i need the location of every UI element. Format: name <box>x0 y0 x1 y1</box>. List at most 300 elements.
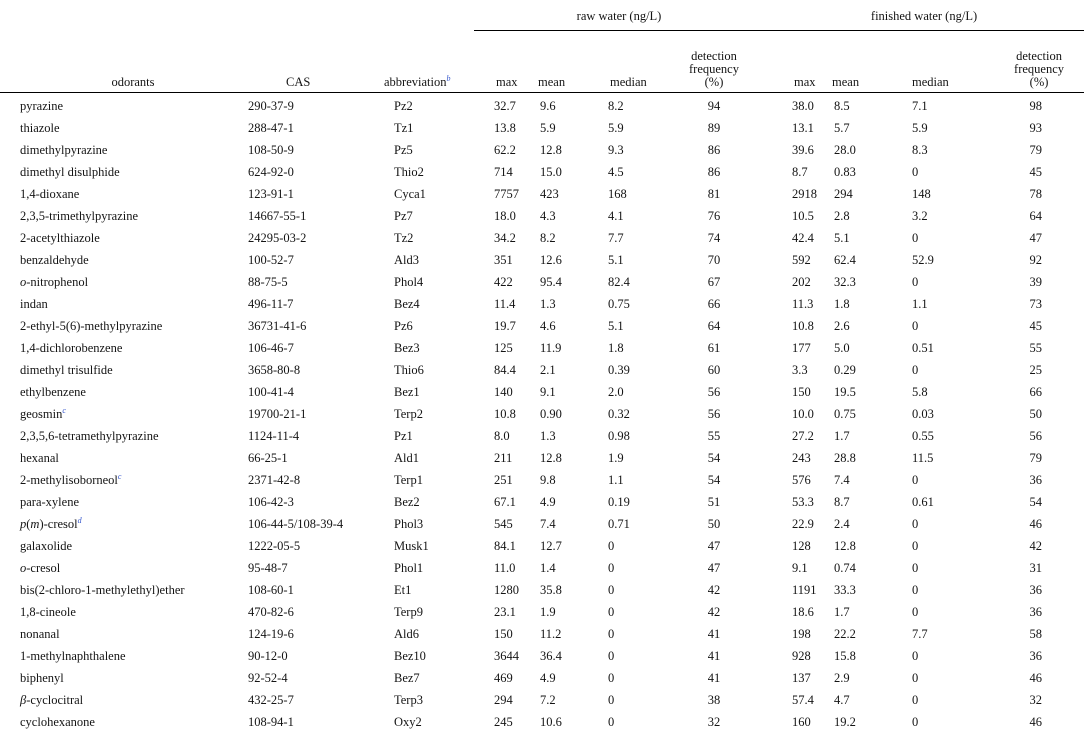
fin-detection-value: 93 <box>1029 121 1043 135</box>
raw-mean-value: 9.6 <box>540 99 556 113</box>
abbreviation-cell <box>376 535 474 557</box>
odorant-name: para-xylene <box>20 495 79 509</box>
fin-median-value: 0.61 <box>912 495 934 509</box>
odorant-cell <box>0 205 236 227</box>
fin-max-cell <box>764 183 824 205</box>
abbreviation-cell <box>376 425 474 447</box>
fin-median-value: 0 <box>912 319 919 333</box>
odorant-cell <box>0 93 236 118</box>
raw-detection-cell <box>664 535 764 557</box>
cas-value: 90-12-0 <box>248 649 288 663</box>
raw-median-cell <box>592 183 664 205</box>
abbreviation-cell <box>376 337 474 359</box>
raw-max-value: 245 <box>494 715 513 729</box>
raw-detection-cell <box>664 645 764 667</box>
table-row <box>0 139 1084 161</box>
column-header-row <box>0 31 1084 93</box>
raw-mean-value: 36.4 <box>540 649 562 663</box>
fin-median-value: 0.03 <box>912 407 934 421</box>
fin-mean-cell <box>824 381 890 403</box>
raw-median-value: 7.7 <box>608 231 624 245</box>
table-row <box>0 667 1084 689</box>
raw-detection-cell <box>664 139 764 161</box>
odorant-cell <box>0 381 236 403</box>
fin-mean-value: 8.5 <box>834 99 850 113</box>
fin-detection-cell <box>982 623 1084 645</box>
fin-median-value: 0 <box>912 275 919 289</box>
cas-value: 88-75-5 <box>248 275 288 289</box>
fin-detection-value: 58 <box>1029 627 1043 641</box>
raw-max-cell <box>474 469 530 491</box>
raw-mean-cell <box>530 447 592 469</box>
raw-max-value: 84.1 <box>494 539 516 553</box>
abbreviation-cell <box>376 623 474 645</box>
abbreviation-cell <box>376 161 474 183</box>
cas-value: 124-19-6 <box>248 627 294 641</box>
cas-cell <box>236 623 376 645</box>
fin-mean-cell <box>824 117 890 139</box>
fin-detection-cell <box>982 337 1084 359</box>
table-row <box>0 425 1084 447</box>
raw-detection-cell <box>664 117 764 139</box>
fin-mean-value: 0.75 <box>834 407 856 421</box>
abbreviation-value: Pz6 <box>394 319 413 333</box>
raw-detection-value: 81 <box>707 187 721 201</box>
raw-mean-cell <box>530 601 592 623</box>
fin-max-cell <box>764 205 824 227</box>
raw-median-value: 0.75 <box>608 297 630 311</box>
odorant-name: 2-ethyl-5(6)-methylpyrazine <box>20 319 163 333</box>
odorant-cell <box>0 469 236 491</box>
fin-mean-value: 22.2 <box>834 627 856 641</box>
fin-median-cell <box>890 623 982 645</box>
raw-mean-cell <box>530 491 592 513</box>
raw-median-cell <box>592 205 664 227</box>
fin-detection-value: 66 <box>1029 385 1043 399</box>
fin-mean-cell <box>824 315 890 337</box>
odorant-cell <box>0 359 236 381</box>
odorant-name: -nitrophenol <box>26 275 89 289</box>
raw-detection-value: 56 <box>707 385 721 399</box>
abbreviation-value: Bez2 <box>394 495 420 509</box>
fin-mean-cell <box>824 139 890 161</box>
raw-mean-value: 8.2 <box>540 231 556 245</box>
header-raw-mean: mean <box>538 75 566 89</box>
abbreviation-cell <box>376 183 474 205</box>
abbreviation-cell <box>376 689 474 711</box>
fin-median-cell <box>890 315 982 337</box>
fin-detection-value: 31 <box>1029 561 1043 575</box>
raw-mean-value: 4.6 <box>540 319 556 333</box>
fin-median-cell <box>890 513 982 535</box>
raw-detection-value: 38 <box>707 693 721 707</box>
raw-median-cell <box>592 117 664 139</box>
raw-mean-cell <box>530 689 592 711</box>
footnote-marker: c <box>62 405 66 415</box>
abbreviation-cell <box>376 249 474 271</box>
fin-detection-cell <box>982 205 1084 227</box>
fin-max-cell <box>764 667 824 689</box>
raw-max-value: 19.7 <box>494 319 516 333</box>
odorant-prefix: o <box>20 275 27 289</box>
fin-mean-value: 1.7 <box>834 605 850 619</box>
raw-detection-cell <box>664 271 764 293</box>
fin-mean-cell <box>824 711 890 733</box>
raw-mean-cell <box>530 249 592 271</box>
odorant-cell <box>0 601 236 623</box>
fin-mean-value: 28.0 <box>834 143 856 157</box>
raw-median-value: 4.5 <box>608 165 624 179</box>
odorant-cell <box>0 535 236 557</box>
fin-mean-cell <box>824 491 890 513</box>
fin-max-value: 8.7 <box>792 165 808 179</box>
fin-median-value: 0 <box>912 715 919 729</box>
fin-max-value: 10.5 <box>792 209 814 223</box>
raw-max-value: 714 <box>494 165 513 179</box>
fin-max-value: 53.3 <box>792 495 814 509</box>
fin-mean-value: 19.2 <box>834 715 856 729</box>
table-row <box>0 447 1084 469</box>
odorant-name: nonanal <box>20 627 60 641</box>
fin-max-value: 198 <box>792 627 811 641</box>
cas-value: 95-48-7 <box>248 561 288 575</box>
footnote-marker: c <box>117 471 122 481</box>
abbreviation-cell <box>376 711 474 733</box>
cas-value: 106-44-5/108-39-4 <box>248 517 344 531</box>
fin-mean-value: 15.8 <box>834 649 856 663</box>
odorant-name: bis(2-chloro-1-methylethyl)ether <box>20 583 185 597</box>
raw-max-value: 84.4 <box>494 363 516 377</box>
raw-median-value: 0.71 <box>608 517 630 531</box>
fin-max-value: 11.3 <box>792 297 814 311</box>
cas-value: 496-11-7 <box>248 297 294 311</box>
cas-cell <box>236 139 376 161</box>
fin-detection-cell <box>982 535 1084 557</box>
fin-mean-cell <box>824 689 890 711</box>
fin-median-cell <box>890 447 982 469</box>
fin-median-value: 7.7 <box>912 627 928 641</box>
abbreviation-value: Ald3 <box>394 253 419 267</box>
raw-detection-value: 56 <box>707 407 721 421</box>
table-row <box>0 469 1084 491</box>
table-row <box>0 645 1084 667</box>
raw-median-value: 0.32 <box>608 407 630 421</box>
raw-mean-cell <box>530 579 592 601</box>
odorant-name: biphenyl <box>20 671 64 685</box>
fin-max-value: 160 <box>792 715 811 729</box>
fin-detection-cell <box>982 139 1084 161</box>
fin-mean-value: 33.3 <box>834 583 856 597</box>
fin-max-cell <box>764 425 824 447</box>
raw-mean-cell <box>530 711 592 733</box>
raw-median-value: 0.39 <box>608 363 630 377</box>
fin-mean-cell <box>824 337 890 359</box>
odorant-name: 2-methylisoborneol <box>20 473 118 487</box>
table-row <box>0 535 1084 557</box>
raw-median-cell <box>592 381 664 403</box>
odorant-name: pyrazine <box>20 99 64 113</box>
header-fin-median: median <box>912 75 949 89</box>
fin-mean-cell <box>824 359 890 381</box>
abbreviation-value: Tz2 <box>394 231 414 245</box>
abbreviation-cell <box>376 271 474 293</box>
raw-mean-value: 12.8 <box>540 451 562 465</box>
raw-median-cell <box>592 447 664 469</box>
raw-median-value: 1.9 <box>608 451 624 465</box>
cas-cell <box>236 491 376 513</box>
raw-median-cell <box>592 535 664 557</box>
odorant-prefix: β <box>20 693 27 707</box>
odorant-cell <box>0 447 236 469</box>
odorant-cell <box>0 293 236 315</box>
cas-value: 1124-11-4 <box>248 429 300 443</box>
odorant-cell <box>0 139 236 161</box>
raw-median-value: 0 <box>608 539 615 553</box>
fin-mean-value: 2.4 <box>834 517 850 531</box>
odorant-name: 1,4-dioxane <box>20 187 80 201</box>
abbreviation-cell <box>376 491 474 513</box>
raw-mean-cell <box>530 271 592 293</box>
raw-detection-cell <box>664 359 764 381</box>
cas-cell <box>236 513 376 535</box>
raw-detection-cell <box>664 689 764 711</box>
raw-max-value: 13.8 <box>494 121 516 135</box>
raw-max-value: 8.0 <box>494 429 510 443</box>
fin-detection-value: 39 <box>1029 275 1043 289</box>
raw-median-cell <box>592 601 664 623</box>
raw-max-cell <box>474 359 530 381</box>
fin-mean-cell <box>824 623 890 645</box>
raw-max-value: 32.7 <box>494 99 516 113</box>
fin-max-cell <box>764 293 824 315</box>
odorant-name: 1-methylnaphthalene <box>20 649 126 663</box>
fin-detection-cell <box>982 667 1084 689</box>
fin-max-cell <box>764 469 824 491</box>
fin-mean-cell <box>824 93 890 118</box>
raw-max-cell <box>474 139 530 161</box>
fin-detection-value: 79 <box>1029 451 1043 465</box>
raw-median-value: 1.8 <box>608 341 624 355</box>
raw-water-group-label: raw water (ng/L) <box>576 9 662 23</box>
raw-max-value: 422 <box>494 275 513 289</box>
table-row <box>0 161 1084 183</box>
table-row <box>0 711 1084 733</box>
fin-mean-cell <box>824 425 890 447</box>
raw-detection-value: 54 <box>707 451 721 465</box>
fin-max-value: 27.2 <box>792 429 814 443</box>
cas-cell <box>236 645 376 667</box>
raw-max-cell <box>474 381 530 403</box>
raw-detection-cell <box>664 711 764 733</box>
abbreviation-value: Phol4 <box>394 275 424 289</box>
raw-mean-cell <box>530 623 592 645</box>
fin-median-cell <box>890 579 982 601</box>
fin-median-value: 0 <box>912 473 919 487</box>
header-fin-mean: mean <box>832 75 860 89</box>
fin-detection-value: 46 <box>1029 671 1043 685</box>
abbreviation-value: Bez1 <box>394 385 420 399</box>
raw-mean-cell <box>530 403 592 425</box>
abbreviation-value: Terp1 <box>394 473 423 487</box>
raw-max-value: 1280 <box>494 583 519 597</box>
fin-median-value: 0 <box>912 671 919 685</box>
raw-median-cell <box>592 645 664 667</box>
fin-detection-cell <box>982 117 1084 139</box>
fin-median-value: 1.1 <box>912 297 928 311</box>
fin-median-cell <box>890 689 982 711</box>
cas-value: 36731-41-6 <box>248 319 307 333</box>
abbreviation-cell <box>376 293 474 315</box>
cas-value: 19700-21-1 <box>248 407 307 421</box>
abbreviation-value: Thio6 <box>394 363 424 377</box>
raw-max-value: 251 <box>494 473 513 487</box>
raw-max-cell <box>474 117 530 139</box>
fin-median-value: 0.55 <box>912 429 934 443</box>
cas-cell <box>236 117 376 139</box>
cas-cell <box>236 425 376 447</box>
cas-cell <box>236 161 376 183</box>
odorant-name: dimethyl trisulfide <box>20 363 113 377</box>
fin-median-cell <box>890 645 982 667</box>
cas-value: 288-47-1 <box>248 121 294 135</box>
raw-mean-cell <box>530 645 592 667</box>
odorant-cell <box>0 667 236 689</box>
raw-max-cell <box>474 645 530 667</box>
raw-median-cell <box>592 161 664 183</box>
raw-mean-cell <box>530 381 592 403</box>
abbreviation-value: Ald6 <box>394 627 419 641</box>
fin-mean-cell <box>824 601 890 623</box>
table-row <box>0 491 1084 513</box>
fin-median-cell <box>890 117 982 139</box>
fin-max-cell <box>764 645 824 667</box>
fin-detection-value: 45 <box>1029 165 1043 179</box>
fin-median-value: 0 <box>912 231 919 245</box>
raw-max-value: 3644 <box>494 649 519 663</box>
cas-value: 92-52-4 <box>248 671 288 685</box>
odorant-name: thiazole <box>20 121 60 135</box>
abbreviation-value: Terp3 <box>394 693 423 707</box>
raw-mean-value: 12.7 <box>540 539 562 553</box>
fin-detection-value: 92 <box>1029 253 1043 267</box>
raw-max-value: 211 <box>494 451 513 465</box>
fin-max-value: 13.1 <box>792 121 814 135</box>
raw-max-cell <box>474 227 530 249</box>
fin-mean-value: 2.9 <box>834 671 850 685</box>
fin-max-value: 202 <box>792 275 811 289</box>
fin-detection-value: 36 <box>1029 583 1043 597</box>
abbreviation-value: Bez4 <box>394 297 420 311</box>
fin-detection-cell <box>982 645 1084 667</box>
abbreviation-cell <box>376 315 474 337</box>
raw-median-value: 9.3 <box>608 143 624 157</box>
fin-detection-value: 46 <box>1029 517 1043 531</box>
cas-value: 106-42-3 <box>248 495 294 509</box>
fin-median-value: 0 <box>912 539 919 553</box>
fin-detection-cell <box>982 93 1084 118</box>
raw-mean-value: 11.2 <box>540 627 562 641</box>
raw-max-value: 18.0 <box>494 209 516 223</box>
abbreviation-cell <box>376 93 474 118</box>
abbreviation-cell <box>376 557 474 579</box>
raw-median-cell <box>592 425 664 447</box>
fin-mean-cell <box>824 513 890 535</box>
table-row <box>0 623 1084 645</box>
odorant-cell <box>0 403 236 425</box>
fin-mean-cell <box>824 227 890 249</box>
header-odorants: odorants <box>111 75 155 89</box>
fin-median-cell <box>890 557 982 579</box>
fin-detection-cell <box>982 513 1084 535</box>
fin-mean-cell <box>824 183 890 205</box>
fin-detection-cell <box>982 447 1084 469</box>
fin-detection-cell <box>982 601 1084 623</box>
raw-max-cell <box>474 623 530 645</box>
header-cas: CAS <box>286 75 311 89</box>
fin-max-value: 576 <box>792 473 811 487</box>
odorant-name: 2,3,5-trimethylpyrazine <box>20 209 139 223</box>
fin-median-value: 3.2 <box>912 209 928 223</box>
cas-value: 106-46-7 <box>248 341 294 355</box>
raw-max-value: 23.1 <box>494 605 516 619</box>
raw-max-cell <box>474 403 530 425</box>
cas-value: 290-37-9 <box>248 99 294 113</box>
cas-cell <box>236 535 376 557</box>
fin-median-value: 0 <box>912 693 919 707</box>
fin-mean-cell <box>824 205 890 227</box>
fin-median-cell <box>890 667 982 689</box>
raw-max-cell <box>474 557 530 579</box>
odorant-prefix: o <box>20 561 27 575</box>
abbreviation-value: Ald1 <box>394 451 419 465</box>
raw-detection-cell <box>664 161 764 183</box>
raw-median-cell <box>592 469 664 491</box>
fin-median-value: 148 <box>912 187 931 201</box>
table-row <box>0 183 1084 205</box>
fin-max-cell <box>764 117 824 139</box>
raw-median-value: 0 <box>608 649 615 663</box>
fin-median-cell <box>890 711 982 733</box>
raw-detection-cell <box>664 337 764 359</box>
raw-mean-cell <box>530 557 592 579</box>
raw-detection-value: 64 <box>707 319 721 333</box>
raw-median-cell <box>592 557 664 579</box>
abbreviation-cell <box>376 513 474 535</box>
raw-mean-value: 2.1 <box>540 363 556 377</box>
table-row <box>0 315 1084 337</box>
raw-median-value: 0.98 <box>608 429 630 443</box>
abbreviation-cell <box>376 645 474 667</box>
raw-median-value: 1.1 <box>608 473 624 487</box>
raw-mean-cell <box>530 183 592 205</box>
fin-mean-value: 5.7 <box>834 121 850 135</box>
abbreviation-cell <box>376 447 474 469</box>
fin-mean-value: 0.29 <box>834 363 856 377</box>
cas-cell <box>236 667 376 689</box>
fin-detection-cell <box>982 227 1084 249</box>
fin-detection-cell <box>982 403 1084 425</box>
table-row <box>0 205 1084 227</box>
raw-detection-cell <box>664 249 764 271</box>
odorant-cell <box>0 579 236 601</box>
fin-detection-value: 36 <box>1029 473 1043 487</box>
fin-detection-value: 32 <box>1029 693 1043 707</box>
abbreviation-value: Cyca1 <box>394 187 426 201</box>
raw-median-value: 0 <box>608 561 615 575</box>
table-row <box>0 227 1084 249</box>
raw-mean-value: 15.0 <box>540 165 562 179</box>
raw-max-value: 7757 <box>494 187 519 201</box>
